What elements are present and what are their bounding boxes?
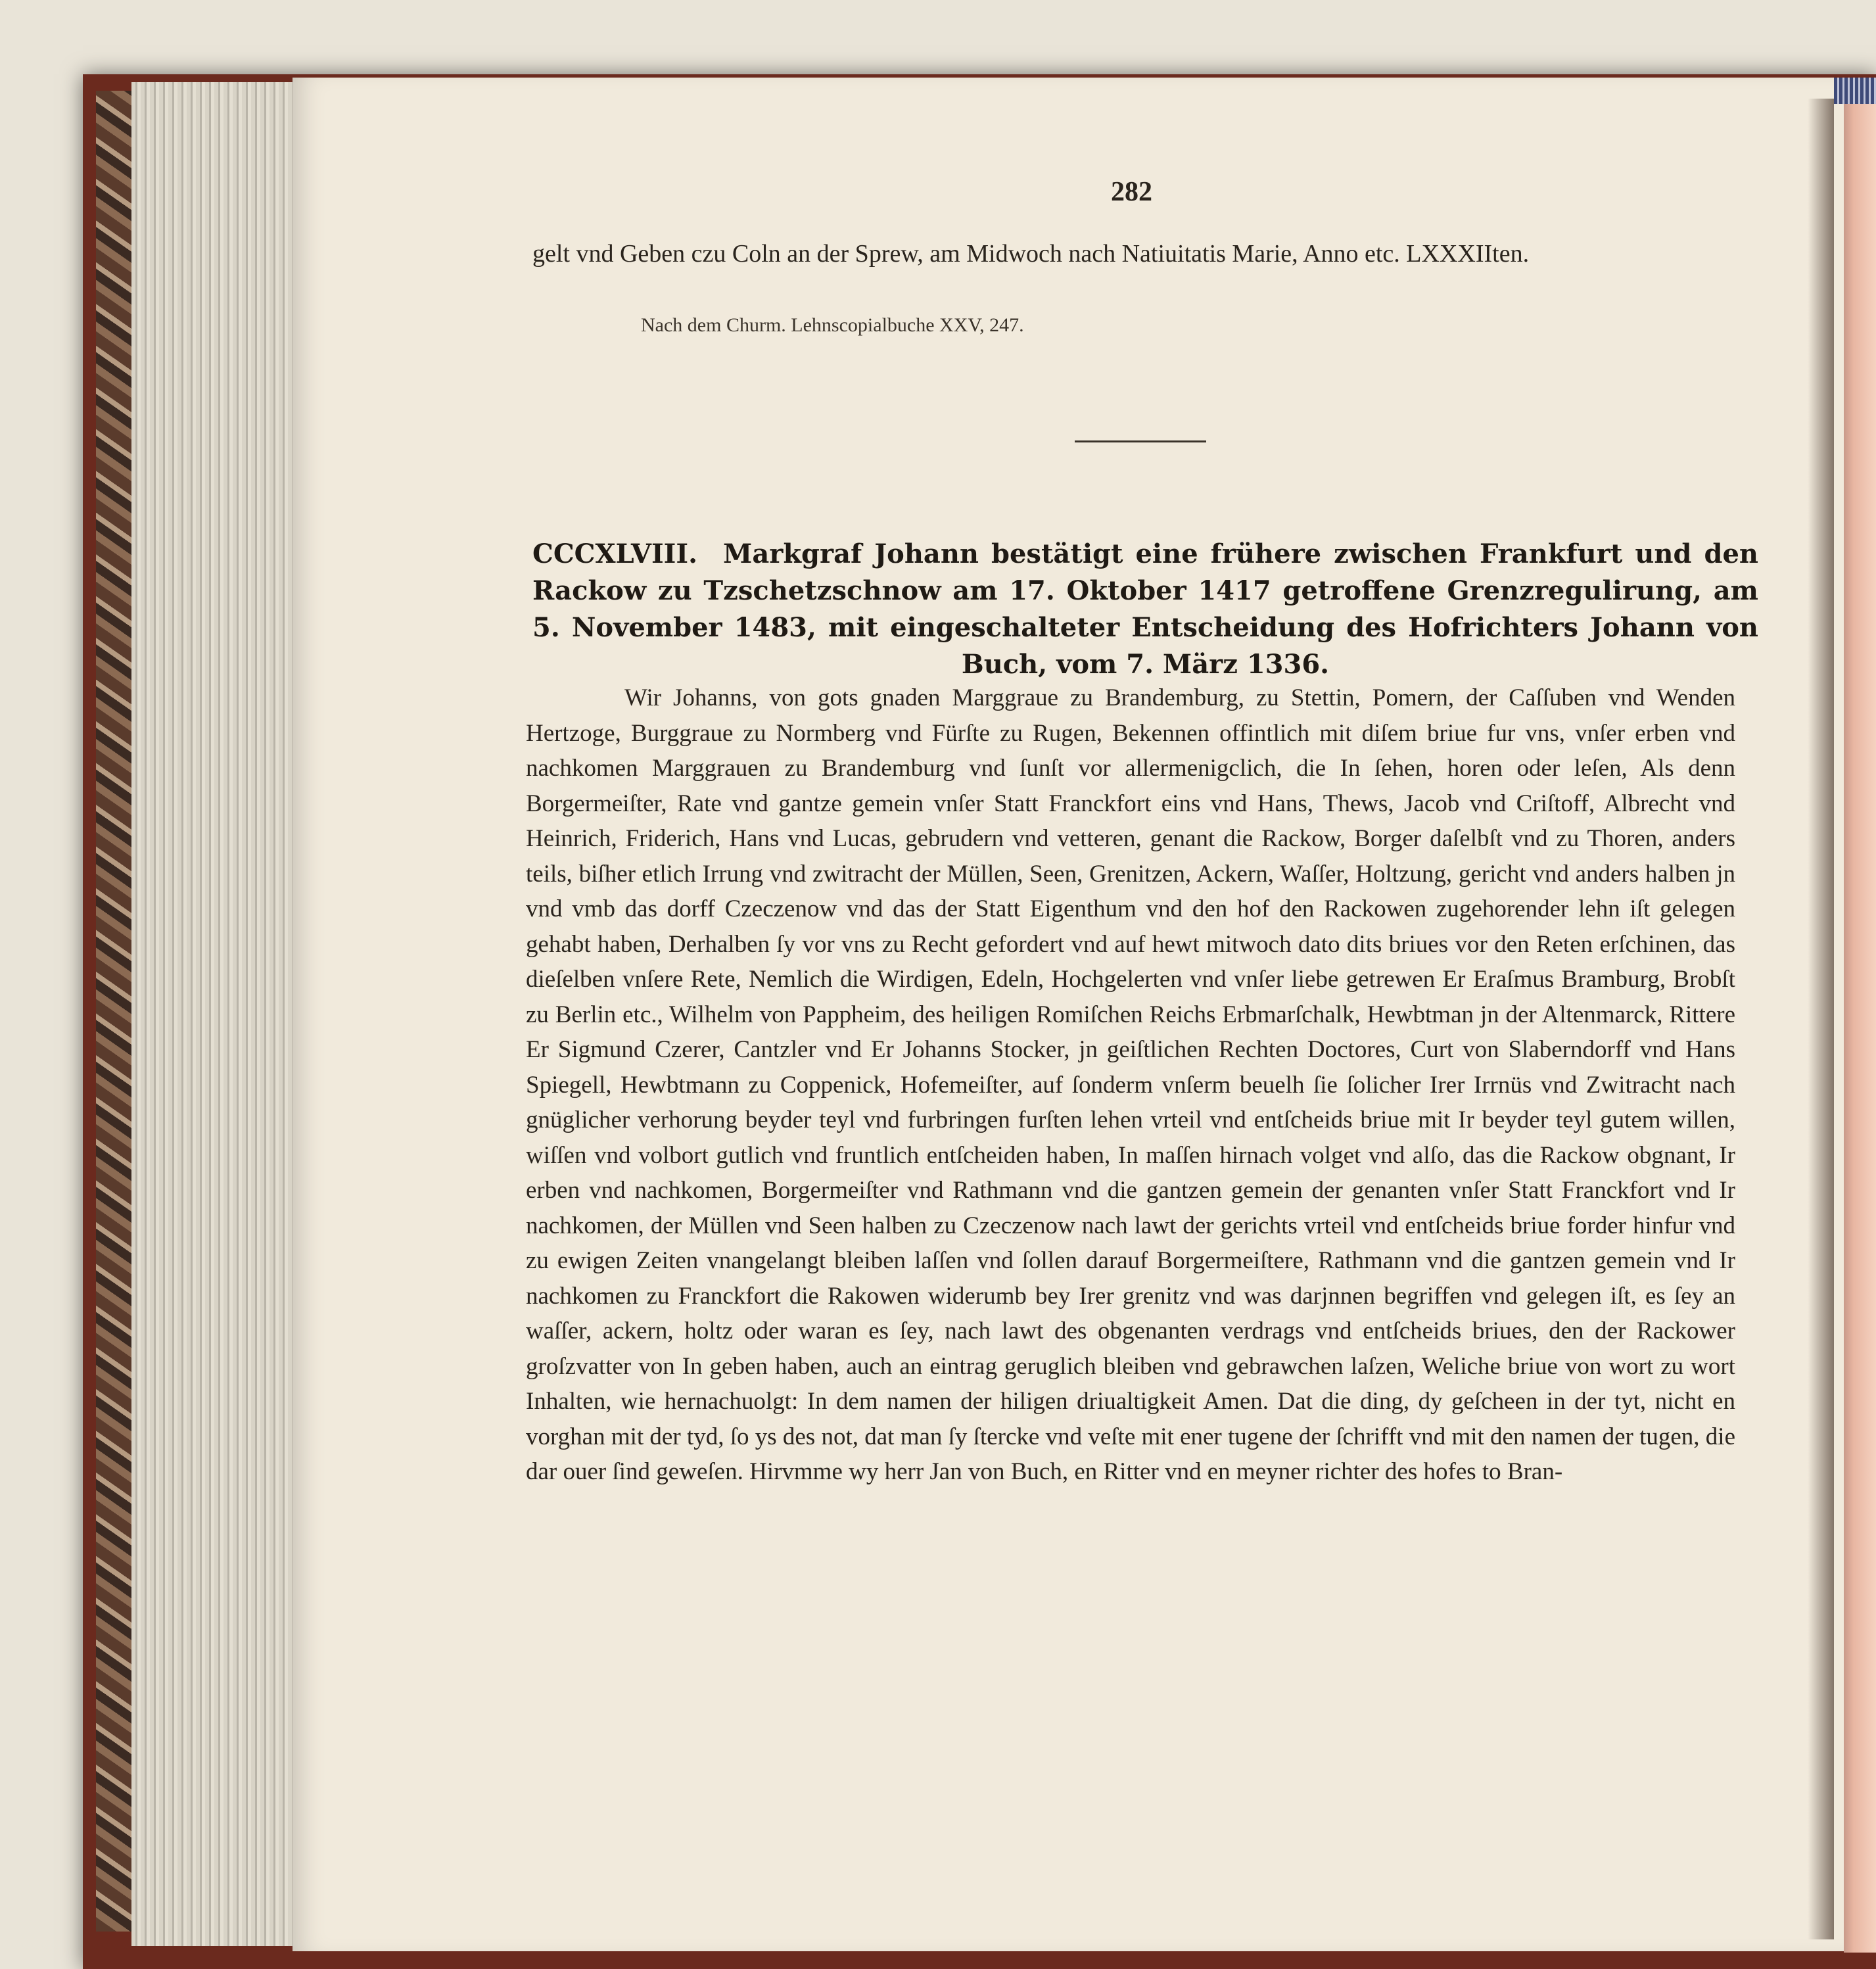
- source-note: Nach dem Churm. Lehnscopialbuche XXV, 247.: [641, 314, 1024, 336]
- document-body: Wir Johanns, von gots gnaden Marggraue zu Brandemburg, zu Stettin, Pomern, der Caſſuben vnd Wenden Hertzoge, Burggraue zu Normberg vnd Fürſte zu Rugen, Bekennen offintlich mit diſem briue fur vns, vnſer erben vnd nachkomen Marggrauen zu Brandemburg vnd ſunſt vor allermenigclich, die In ſehen, horen oder leſen, Als denn Borgermeiſter, Rate vnd gantze gemein vnſer Statt Franckfort eins vnd Hans, Thews, Jacob vnd Criſtoff, Albrecht vnd Heinrich, Friderich, Hans vnd Lucas, gebrudern vnd vetteren, genant die Rackow, Borger daſelbſt vnd zu Thoren, anders teils, biſher etlich Irrung vnd zwitracht der Müllen, Seen, Grenitzen, Ackern, Waſſer, Holtzung, gericht vnd anders halben jn vnd vmb das dorff Czeczenow vnd das der Statt Eigenthum vnd den hof den Rackowen zugehorender lehn iſt gelegen gehabt haben, Derhalben ſy vor vns zu Recht gefordert vnd auf hewt mitwoch dato dits briues vor den Reten erſchinen, das dieſelben vnſere Rete, Nemlich die Wirdigen, Edeln, Hochgelerten vnd vnſer liebe getrewen Er Eraſmus Bramburg, Brobſt zu Berlin etc., Wilhelm von Pappheim, des heiligen Romiſchen Reichs Erbmarſchalk, Hewbtman jn der Altenmarck, Rittere Er Sigmund Czerer, Cantzler vnd Er Johanns Stocker, jn geiſtlichen Rechten Doctores, Curt von Slaberndorff vnd Hans Spiegell, Hewbtmann zu Coppenick, Hofemeiſter, auf ſonderm vnſerm beuelh ſie ſolicher Irer Irrnüs vnd Zwitracht nach gnüglicher verhorung beyder teyl vnd furbringen furſten lehen vrteil vnd entſcheids briue mit Ir beyder teyl gutem willen, wiſſen vnd volbort gutlich vnd fruntlich entſcheiden haben, In maſſen hirnach volget vnd alſo, das die Rackow obgnant, Ir erben vnd nachkomen, Borgermeiſter vnd Rathmann vnd die gantzen gemein der genanten vnſer Statt Franckfort vnd Ir nachkomen, der Müllen vnd Seen halben zu Czeczenow nach lawt der gerichts vrteil vnd entſcheids briue forder hinfur vnd zu ewigen Zeiten vnangelangt bleiben laſſen vnd ſollen darauf Borgermeiſtere, Rathmann vnd die gantzen gemein vnd Ir nachkomen zu Franckfort die Rakowen widerumb bey Irer grenitz vnd was darjnnen begriffen vnd gelegen iſt, es ſey an waſſer, ackern, holtz oder waran es ſey, nach lawt des obgenanten verdrags vnd entſcheids briues, den der Rackower groſzvatter von In geben haben, auch an eintrag geruglich bleiben vnd gebrawchen laſzen, Weliche briue von wort zu wort Inhalten, wie hernachuolgt: In dem namen der hiligen driualtigkeit Amen. Dat die ding, dy geſcheen in der tyt, nicht en vorghan mit der tyd, ſo ys des not, dat man ſy ſtercke vnd veſte mit ener tugene der ſchrifft vnd mit den namen der tugen, die dar ouer ſind geweſen. Hirvmme wy herr Jan von Buch, en Ritter vnd en meyner richter des hofes to Bran-: [526, 684, 1735, 1485]
- document-title: Markgraf Johann bestätigt eine frühere zwischen Frankfurt und den Rackow zu Tzschetzschnow am 17. Oktober 1417 getroffene Grenzregulirung, am 5. November 1483, mit eingeschalteter Entscheidung des Hofrichters Johann von Buch, vom 7. März 1336.: [532, 538, 1758, 680]
- section-divider: [1075, 440, 1206, 442]
- facing-page-edge: [1844, 99, 1876, 1953]
- page-edges: [131, 82, 297, 1946]
- document-heading: [532, 536, 1758, 683]
- continuation-text: gelt vnd Geben czu Coln an der Sprew, am Midwoch nach Natiuitatis Marie, Anno etc. LXXXIIten.: [532, 240, 1530, 268]
- gutter-shadow: [1808, 99, 1834, 1939]
- headband: [1834, 78, 1876, 104]
- document-number: CCCXLVIII.: [532, 538, 698, 569]
- page-number: 282: [1111, 177, 1152, 207]
